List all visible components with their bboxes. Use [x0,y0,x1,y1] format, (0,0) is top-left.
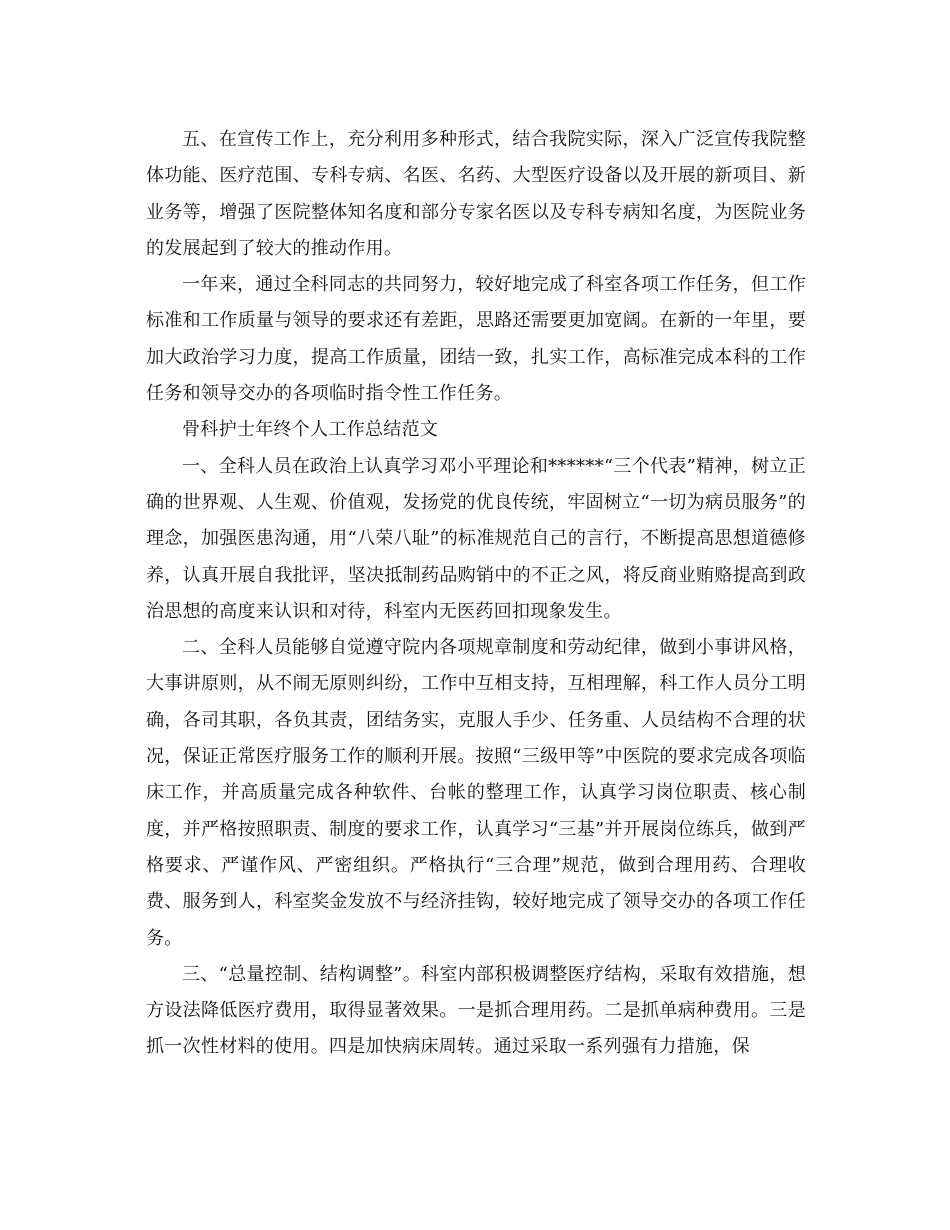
section-title: 骨科护士年终个人工作总结范文 [182,419,439,441]
paragraph-discipline: 二、全科人员能够自觉遵守院内各项规章制度和劳动纪律，做到小事讲风格，大事讲原则，从不闹无原则纠纷，工作中互相支持，互相理解，科工作人员分工明确，各司其职，各负其责，团结务实，克服人手少、任务重、人员结构不合理的状况，保证正常医疗服务工作的顺利开展。按照“三级甲等”中医院的要求完成各项临床工作，并高质量完成各种软件、台帐的整理工作，认真学习岗位职责、核心制度，并严格按照职责、制度的要求工作，认真学习“三基”并开展岗位练兵，做到严格要求、严谨作风、严密组织。严格执行“三合理”规范，做到合理用药、合理收费、服务到人，科室奖金发放不与经济挂钩，较好地完成了领导交办的各项工作任务。 [146,637,806,949]
document-body [146,122,806,1066]
paragraph-cost-control: 三、“总量控制、结构调整”。科室内部积极调整医疗结构，采取有效措施，想方设法降低医疗费用，取得显著效果。一是抓合理用药。二是抓单病种费用。三是抓一次性材料的使用。四是加快病床周转。通过采取一系列强有力措施，保 [146,963,806,1058]
paragraph-year-summary: 一年来，通过全科同志的共同努力，较好地完成了科室各项工作任务，但工作标准和工作质量与领导的要求还有差距，思路还需要更加宽阔。在新的一年里，要加大政治学习力度，提高工作质量，团结一致，扎实工作，高标准完成本科的工作任务和领导交办的各项临时指令性工作任务。 [146,274,806,405]
paragraph-political-study: 一、全科人员在政治上认真学习邓小平理论和******“三个代表”精神，树立正确的世界观、人生观、价值观，发扬党的优良传统，牢固树立“一切为病员服务”的理念，加强医患沟通，用“八荣八耻”的标准规范自己的言行，不断提高思想道德修养，认真开展自我批评，坚决抵制药品购销中的不正之风，将反商业贿赂提高到政治思想的高度来认识和对待，科室内无医药回扣现象发生。 [146,455,806,622]
paragraph-publicity: 五、在宣传工作上，充分利用多种形式，结合我院实际，深入广泛宣传我院整体功能、医疗范围、专科专病、名医、名药、大型医疗设备以及开展的新项目、新业务等，增强了医院整体知名度和部分专家名医以及专科专病知名度，为医院业务的发展起到了较大的推动作用。 [146,129,806,259]
